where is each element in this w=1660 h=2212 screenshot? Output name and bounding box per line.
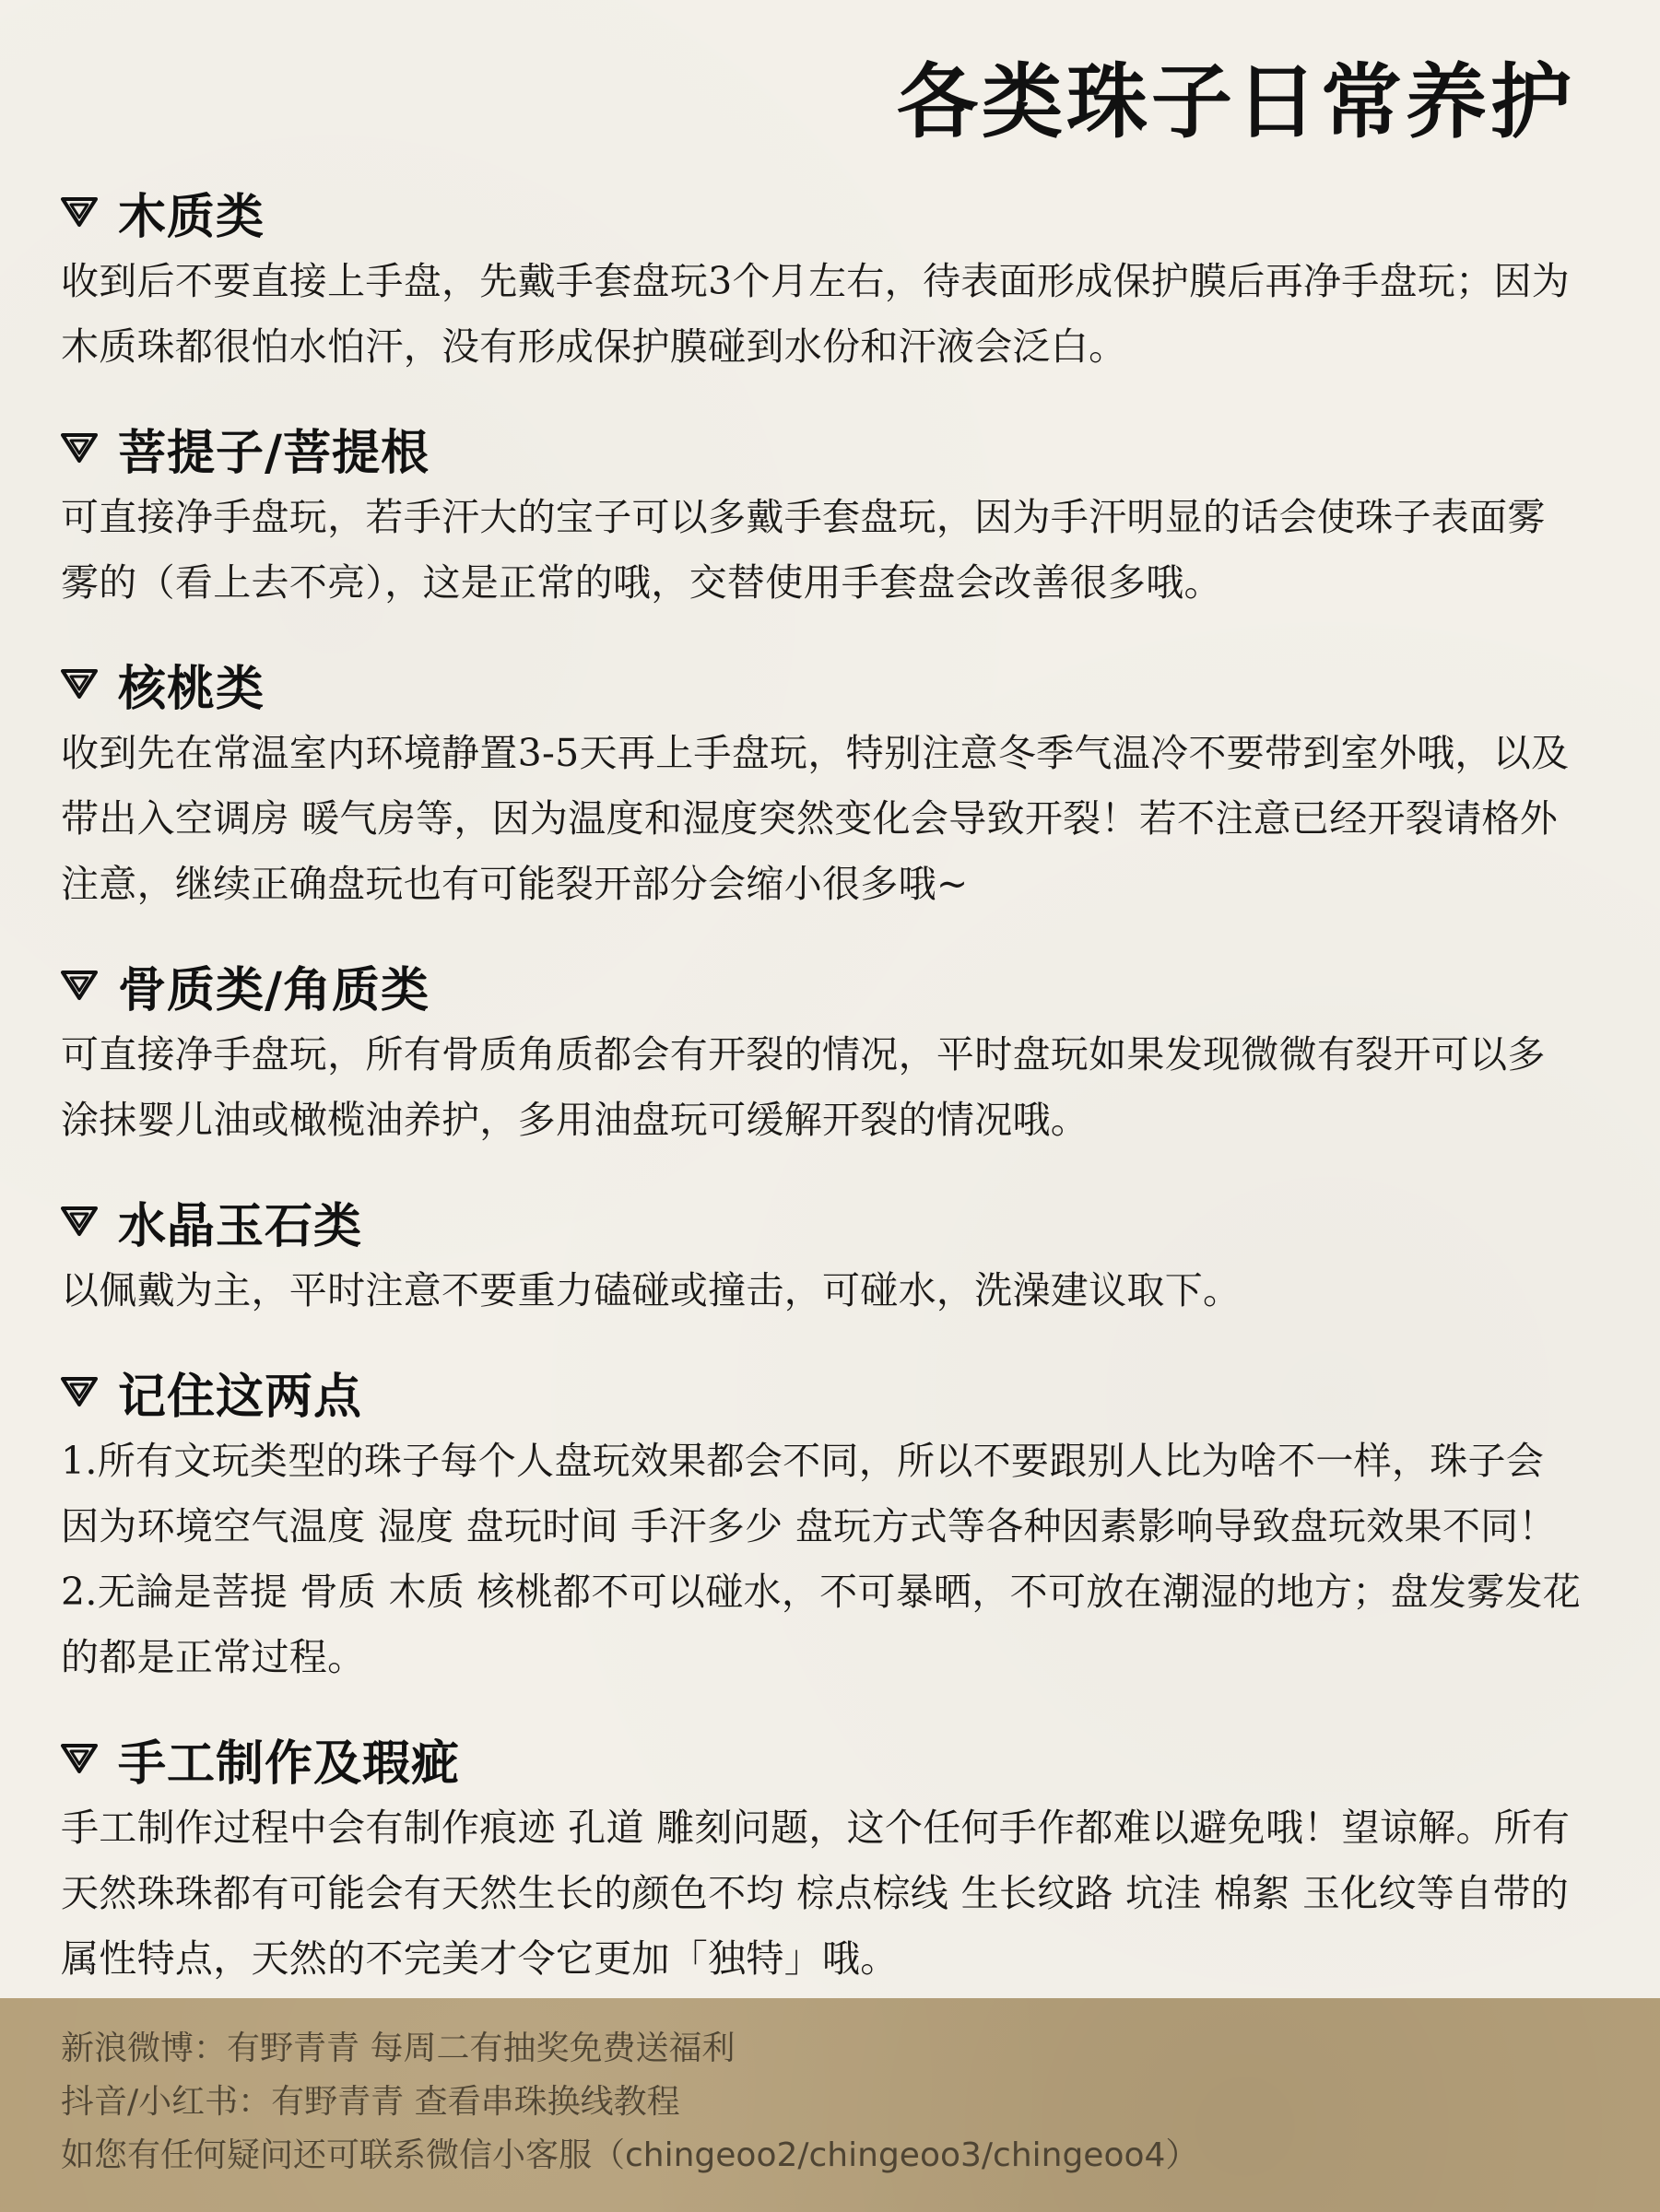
triangle-icon — [61, 1743, 98, 1774]
section-paragraph: 手工制作过程中会有制作痕迹 孔道 雕刻问题，这个任何手作都难以避免哦！望谅解。所有天然珠珠都有可能会有天然生长的颜色不均 棕点棕线 生长纹路 坑洼 棉絮 玉化纹等自带的属性特点，天然的不完美才令它更加「独特」哦。 — [61, 1806, 1571, 1981]
section-header — [61, 175, 1582, 249]
section-crystal-jade — [61, 1184, 1582, 1324]
section-body — [61, 1022, 1582, 1153]
section-handmade — [61, 1722, 1582, 1992]
section-paragraph: 2.无論是菩提 骨质 木质 核桃都不可以碰水，不可暴晒，不可放在潮湿的地方；盘发雾发花的都是正常过程。 — [61, 1570, 1582, 1679]
section-body — [61, 1429, 1582, 1690]
section-header — [61, 411, 1582, 485]
section-body — [61, 249, 1582, 380]
section-bodhi — [61, 411, 1582, 616]
section-title: 记住这两点 — [118, 1368, 363, 1425]
section-paragraph: 收到先在常温室内环境静置3-5天再上手盘玩，特别注意冬季气温冷不要带到室外哦，以及带出入空调房 暖气房等，因为温度和湿度突然变化会导致开裂！若不注意已经开裂请格外注意，继续正确盘玩也有可能裂开部分会缩小很多哦~ — [61, 731, 1570, 906]
section-walnut — [61, 647, 1582, 917]
section-paragraph: 可直接净手盘玩，所有骨质角质都会有开裂的情况，平时盘玩如果发现微微有裂开可以多涂抹婴儿油或橄榄油养护，多用油盘玩可缓解开裂的情况哦。 — [61, 1032, 1546, 1142]
section-bone-horn — [61, 948, 1582, 1153]
triangle-icon — [61, 432, 98, 464]
section-paragraph: 以佩戴为主，平时注意不要重力磕碰或撞击，可碰水，洗澡建议取下。 — [61, 1268, 1242, 1312]
care-sections — [61, 175, 1582, 2023]
section-header — [61, 948, 1582, 1022]
section-remember — [61, 1355, 1582, 1690]
section-title: 水晶玉石类 — [118, 1197, 363, 1254]
section-header — [61, 1722, 1582, 1795]
section-title: 菩提子/菩提根 — [118, 424, 430, 481]
section-title: 核桃类 — [118, 660, 265, 717]
footer-wechat: 如您有任何疑问还可联系微信小客服（chingeoo2/chingeoo3/chingeoo4） — [61, 2136, 1199, 2174]
triangle-icon — [61, 668, 98, 700]
section-paragraph: 1.所有文玩类型的珠子每个人盘玩效果都会不同，所以不要跟别人比为啥不一样，珠子会因为环境空气温度 湿度 盘玩时间 手汗多少 盘玩方式等各种因素影响导致盘玩效果不同！ — [61, 1439, 1557, 1548]
section-body — [61, 485, 1582, 616]
section-body — [61, 1258, 1582, 1324]
triangle-icon — [61, 1206, 98, 1237]
triangle-icon — [61, 196, 98, 228]
footer-douyin: 抖音/小红书：有野青青 查看串珠换线教程 — [61, 2083, 680, 2121]
section-header — [61, 647, 1582, 721]
footer-lines — [61, 2022, 1198, 2183]
section-title: 手工制作及瑕疵 — [118, 1735, 461, 1792]
triangle-icon — [61, 970, 98, 1001]
section-paragraph: 可直接净手盘玩，若手汗大的宝子可以多戴手套盘玩，因为手汗明显的话会使珠子表面雾雾的（看上去不亮），这是正常的哦，交替使用手套盘会改善很多哦。 — [61, 495, 1546, 605]
section-header — [61, 1355, 1582, 1429]
section-body — [61, 721, 1582, 917]
page-title: 各类珠子日常养护 — [896, 53, 1575, 149]
section-header — [61, 1184, 1582, 1258]
section-body — [61, 1795, 1582, 1992]
footer-bar — [0, 1998, 1660, 2212]
triangle-icon — [61, 1376, 98, 1407]
footer-weibo: 新浪微博：有野青青 每周二有抽奖免费送福利 — [61, 2030, 736, 2067]
section-wood — [61, 175, 1582, 380]
section-title: 骨质类/角质类 — [118, 961, 430, 1018]
section-title: 木质类 — [118, 188, 265, 245]
section-paragraph: 收到后不要直接上手盘，先戴手套盘玩3个月左右，待表面形成保护膜后再净手盘玩；因为木质珠都很怕水怕汗，没有形成保护膜碰到水份和汗液会泛白。 — [61, 259, 1571, 369]
